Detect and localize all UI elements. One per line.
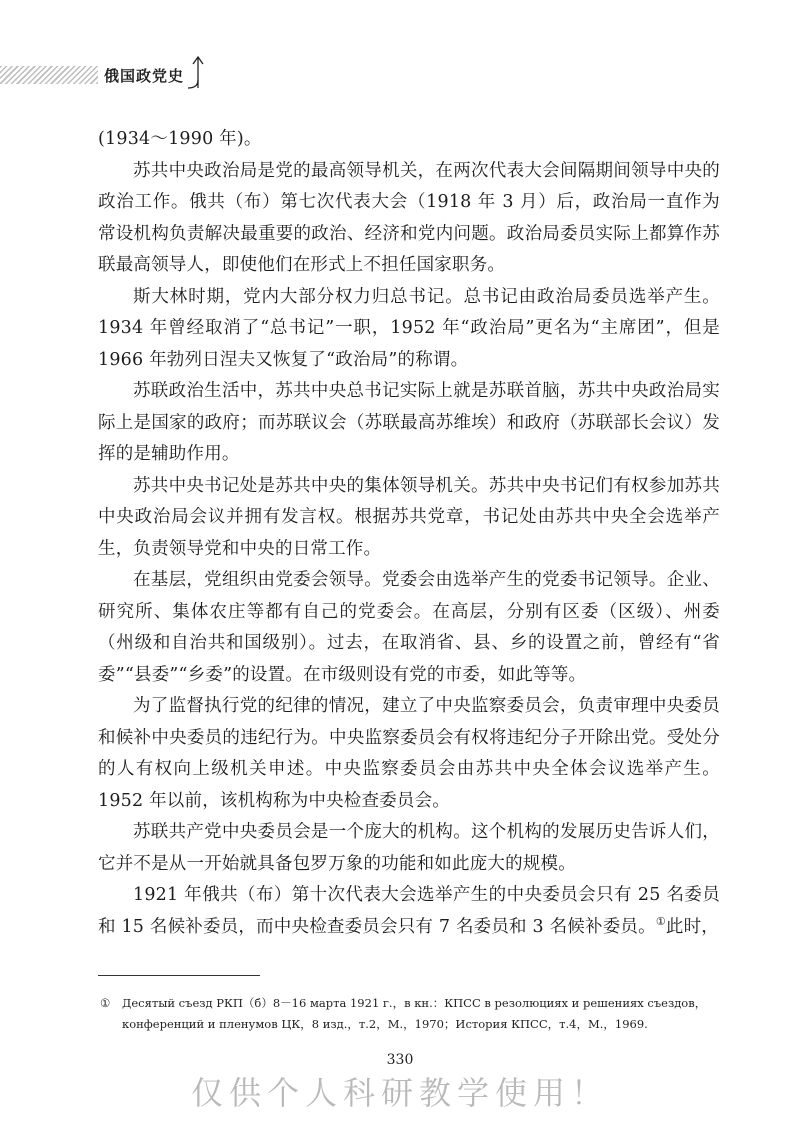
paragraph-8: 苏联共产党中央委员会是一个庞大的机构。这个机构的发展历史告诉人们，它并不是从一开始就具备包罗万象的功能和如此庞大的规模。 [98,822,720,874]
paragraph-9-tail: 此时， [665,916,719,937]
paragraph-1: (1934～1990 年)。 [98,129,262,149]
paragraph-5: 苏共中央书记处是苏共中央的集体领导机关。苏共中央书记们有权参加苏共中央政治局会议并拥有发言权。根据苏共党章，书记处由苏共中央全会选举产生，负责领导党和中央的日常工作。 [98,475,720,559]
footnote [100,993,722,1035]
arrow-up-icon [186,54,210,90]
book-title: 俄国政党史 [104,67,185,85]
watermark: 仅供个人科研教学使用！ [190,1074,609,1112]
paragraph-4: 苏联政治生活中，苏共中央总书记实际上就是苏联首脑，苏共中央政治局实际上是国家的政府；而苏联议会（苏联最高苏维埃）和政府（苏联部长会议）发挥的是辅助作用。 [98,381,720,464]
header-stripe-decoration [0,66,98,84]
paragraph-9-text: 1921 年俄共（布）第十次代表大会选举产生的中央委员会只有 25 名委员和 15 名候补委员，而中央检查委员会只有 7 名委员和 3 名候补委员。 [98,885,720,937]
paragraph-2: 苏共中央政治局是党的最高领导机关，在两次代表大会间隔期间领导中央的政治工作。俄共（布）第七次代表大会（1918 年 3 月）后，政治局一直作为常设机构负责解决最重要的政治、经济和党内问题。政治局委员实际上都算作苏联最高领导人，即使他们在形式上不担任国家职务。 [98,160,720,275]
footnote-reference[interactable]: ① [655,914,666,928]
main-text [98,124,720,943]
footnote-marker: ① [100,996,111,1010]
paragraph-7: 为了监督执行党的纪律的情况，建立了中央监察委员会，负责审理中央委员和候补中央委员的违纪行为。中央监察委员会有权将违纪分子开除出党。受处分的人有权向上级机关申述。中央监察委员会由苏共中央全体会议选举产生。1952 年以前，该机构称为中央检查委员会。 [98,696,720,811]
page-number: 330 [386,1052,414,1068]
footnote-divider [98,975,260,976]
paragraph-6: 在基层，党组织由党委会领导。党委会由选举产生的党委书记领导。企业、研究所、集体农庄等都有自己的党委会。在高层，分别有区委（区级）、州委（州级和自治共和国级别）。过去，在取消省、县、乡的设置之前，曾经有“省委”“县委”“乡委”的设置。在市级则设有党的市委，如此等等。 [98,570,720,685]
running-header [0,62,210,88]
footnote-text: Десятый съезд РКП（б）8－16 марта 1921 г.，в кн.：КПСС в резолюциях и решениях съездов，конференций и пленумов ЦК，8 изд.，т.2，М.，1970；История КПСС，т.4，М.，1969. [122,996,707,1031]
paragraph-3: 斯大林时期，党内大部分权力归总书记。总书记由政治局委员选举产生。1934 年曾经取消了“总书记”一职，1952 年“政治局”更名为“主席团”，但是 1966 年勃列日涅夫又恢复了“政治局”的称谓。 [98,286,720,370]
paragraph-9 [98,880,720,943]
